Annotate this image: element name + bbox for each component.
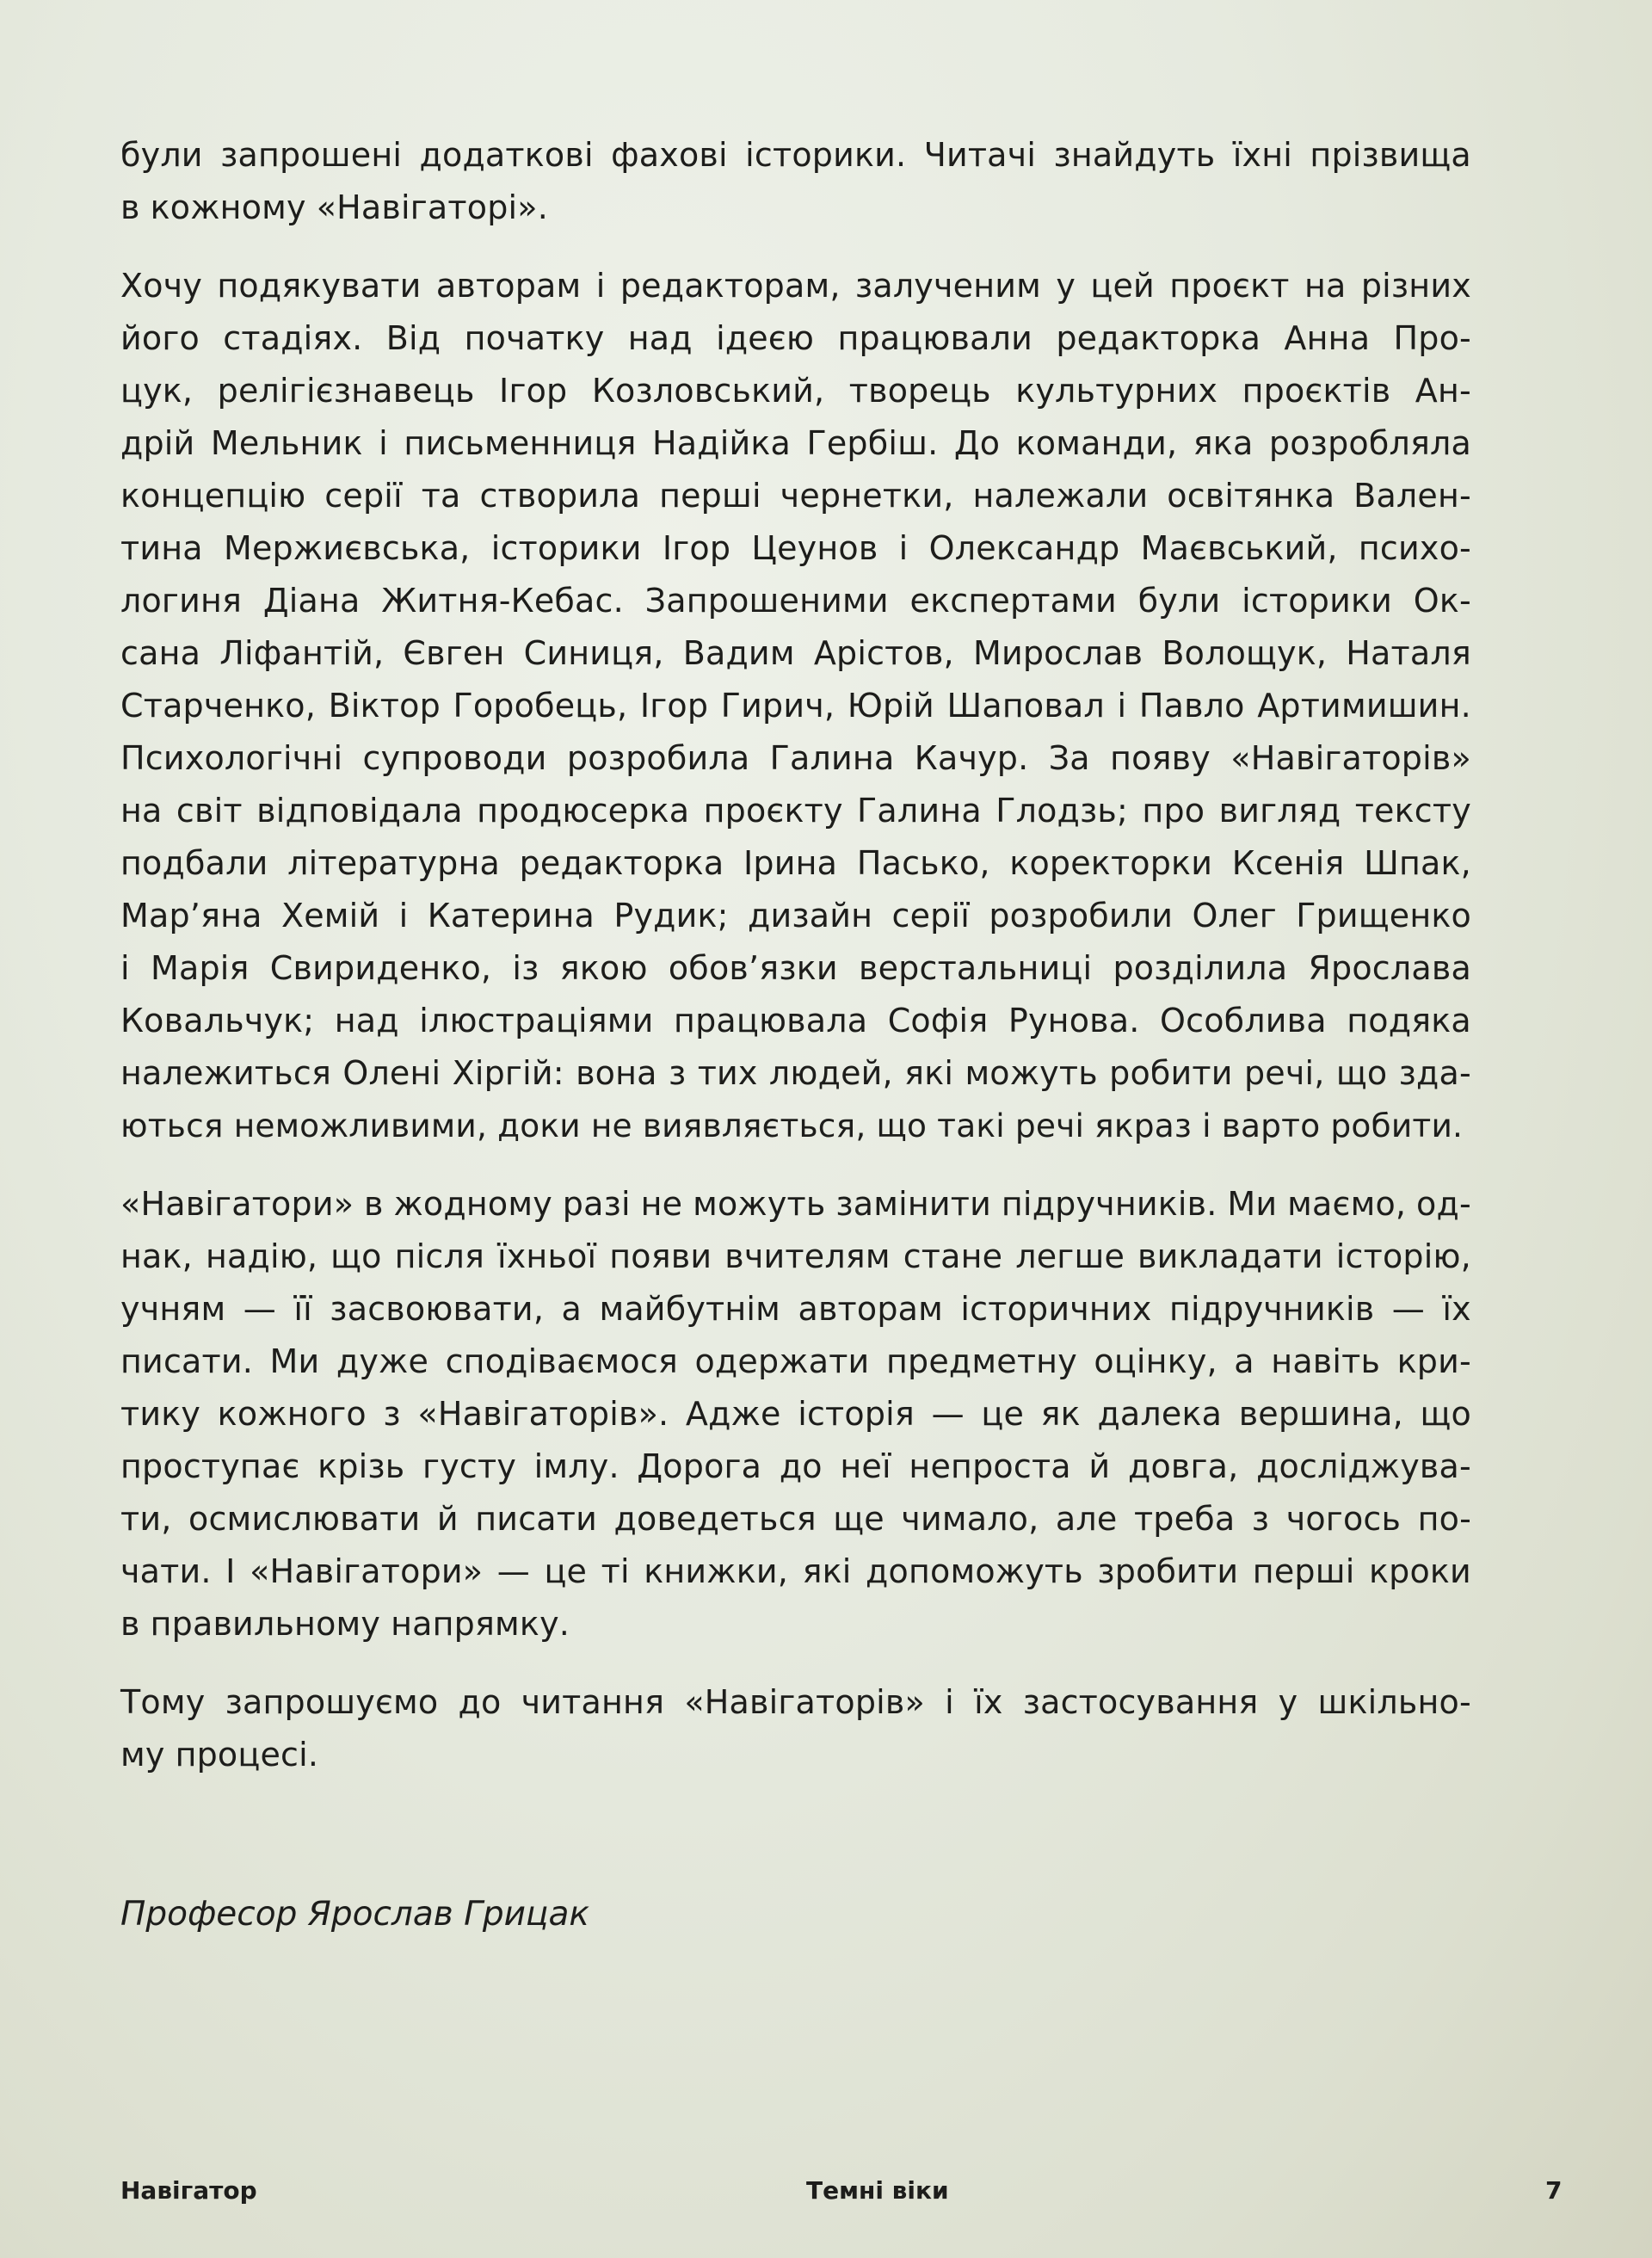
paragraph — [120, 260, 1471, 1152]
text-line: тику кожного з «Навігаторів». Адже історія — це як далека вершина, що — [120, 1395, 1471, 1433]
text-line: концепцію серії та створила перші чернетки, належали освітянка Вален- — [120, 477, 1471, 515]
text-line: подбали літературна редакторка Ірина Пасько, коректорки Ксенія Шпак, — [120, 844, 1471, 882]
text-line: на світ відповідала продюсерка проєкту Галина Глодзь; про вигляд тексту — [120, 792, 1471, 830]
text-line: були запрошені додаткові фахові історики. Читачі знайдуть їхні прізвища — [120, 136, 1471, 174]
text-line: чати. І «Навігатори» — це ті книжки, які допоможуть зробити перші кроки — [120, 1552, 1471, 1590]
text-line: його стадіях. Від початку над ідеєю працювали редакторка Анна Про- — [120, 319, 1471, 357]
footer-book-title: Темні віки — [806, 2176, 949, 2205]
paragraph — [120, 1676, 1471, 1781]
text-line: сана Ліфантій, Євген Синиця, Вадим Арістов, Мирослав Волощук, Наталя — [120, 634, 1471, 672]
text-line: нак, надію, що після їхньої появи вчителям стане легше викладати історію, — [120, 1237, 1471, 1275]
text-line: ти, осмислювати й писати доведеться ще чимало, але треба з чогось по- — [120, 1500, 1471, 1538]
text-line: учням — її засвоювати, а майбутнім авторам історичних підручників — їх — [120, 1290, 1471, 1328]
text-line: Старченко, Віктор Горобець, Ігор Гирич, Юрій Шаповал і Павло Артимишин. — [120, 687, 1471, 725]
paragraph — [120, 1178, 1471, 1650]
text-line: цук, релігієзнавець Ігор Козловський, творець культурних проєктів Ан- — [120, 372, 1471, 410]
text-line: Хочу подякувати авторам і редакторам, залученим у цей проєкт на різних — [120, 267, 1471, 305]
page-number: 7 — [1545, 2176, 1563, 2205]
text-line: Ковальчук; над ілюстраціями працювала Софія Рунова. Особлива подяка — [120, 1002, 1471, 1040]
text-line: в правильному напрямку. — [120, 1605, 570, 1643]
text-line: належиться Олені Хіргій: вона з тих людей, які можуть робити речі, що зда- — [120, 1054, 1471, 1092]
text-line: «Навігатори» в жодному разі не можуть замінити підручників. Ми маємо, од- — [120, 1185, 1471, 1223]
signature: Професор Ярослав Грицак — [120, 1895, 589, 1934]
text-line: проступає крізь густу імлу. Дорога до неї непроста й довга, досліджува- — [120, 1447, 1471, 1485]
text-line: ються неможливими, доки не виявляється, що такі речі якраз і варто робити. — [120, 1107, 1464, 1144]
text-line: Психологічні супроводи розробила Галина Качур. За появу «Навігаторів» — [120, 739, 1471, 777]
body-text — [120, 129, 1471, 1807]
text-line: Тому запрошуємо до читання «Навігаторів» і їх застосування у шкільно- — [120, 1683, 1471, 1721]
footer-series-name: Навігатор — [120, 2176, 257, 2205]
text-line: дрій Мельник і письменниця Надійка Гербіш. До команди, яка розробляла — [120, 424, 1471, 462]
paragraph — [120, 129, 1471, 234]
text-line: писати. Ми дуже сподіваємося одержати предметну оцінку, а навіть кри- — [120, 1342, 1471, 1380]
text-line: в кожному «Навігаторі». — [120, 188, 549, 226]
text-line: логиня Діана Житня-Кебас. Запрошеними експертами були історики Ок- — [120, 582, 1471, 620]
text-line: і Марія Свириденко, із якою обов’язки верстальниці розділила Ярослава — [120, 949, 1471, 987]
text-line: му процесі. — [120, 1736, 319, 1774]
text-line: тина Мержиєвська, історики Ігор Цеунов і Олександр Маєвський, психо- — [120, 529, 1471, 567]
text-line: Мар’яна Хемій і Катерина Рудик; дизайн серії розробили Олег Грищенко — [120, 897, 1471, 935]
